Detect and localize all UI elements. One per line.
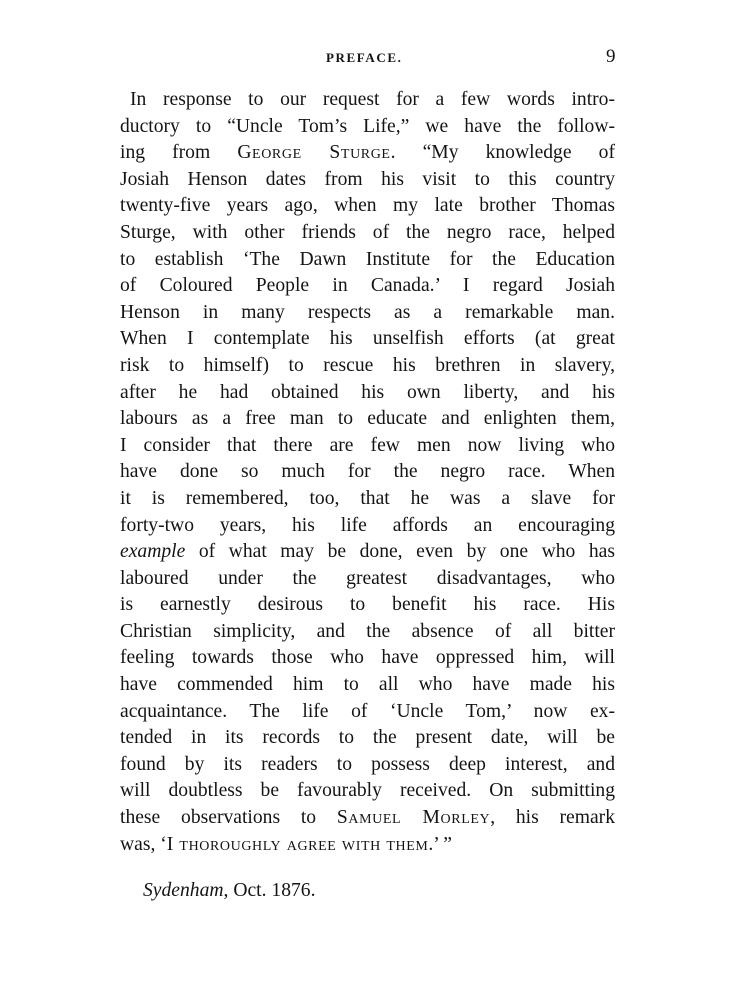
name-george-sturge: George Sturge [237,142,391,164]
text-fragment: of what may be done, even by one who has [185,541,615,563]
text-line: have commended him to all who have made his [120,674,615,696]
text-fragment: . “My knowledge of [390,142,615,164]
text-line: I consider that there are few men now living who [120,434,615,456]
text-line: tended in its records to the present date, will be [120,727,615,749]
text-line [120,140,615,167]
signature-line [143,880,316,902]
text-line: labours as a free man to educate and enlighten them, [120,408,615,430]
text-line: Sturge, with other friends of the negro race, helped [120,221,615,243]
preface-paragraph [120,87,615,858]
text-line: risk to himself) to rescue his brethren in slavery, [120,354,615,376]
text-fragment: ing from [120,142,211,164]
text-line: have done so much for the negro race. When [120,461,615,483]
signature-date: , Oct. 1876. [223,880,316,901]
name-samuel-morley: Samuel Morley [336,807,491,829]
signature-place: Sydenham [143,880,224,901]
text-line [120,805,615,832]
text-line: forty-two years, his life affords an encouraging [120,514,615,536]
text-line: of Coloured People in Canada.’ I regard Josiah [120,275,615,297]
text-line: Josiah Henson dates from his visit to this country [120,168,615,190]
text-line: ductory to “Uncle Tom’s Life,” we have the follow- [120,115,615,137]
running-head: PREFACE. [326,50,403,65]
text-line: after he had obtained his own liberty, and his [120,381,615,403]
text-line: it is remembered, too, that he was a slave for [120,487,615,509]
text-fragment: these observations to [120,807,317,829]
text-line [120,539,615,566]
text-fragment: was, ‘ [120,833,167,855]
text-line: feeling towards those who have oppressed him, will [120,647,615,669]
text-line: Christian simplicity, and the absence of all bitter [120,620,615,642]
text-line [120,832,615,859]
italic-example: example [120,541,186,563]
text-line: will doubtless be favourably received. On submitting [120,780,615,802]
text-line: is earnestly desirous to benefit his race. His [120,594,615,616]
text-line: found by its readers to possess deep interest, and [120,753,615,775]
text-line: twenty-five years ago, when my late brother Thomas [120,195,615,217]
text-line: to establish ‘The Dawn Institute for the Education [120,248,615,270]
page-number: 9 [606,46,616,67]
quoted-reply: I thoroughly agree with them [166,833,429,855]
text-line: Henson in many respects as a remarkable man. [120,301,615,323]
text-line: In response to our request for a few words intro- [130,89,615,110]
text-fragment: , his remark [490,807,615,829]
text-line: laboured under the greatest disadvantages, who [120,567,615,589]
text-line: acquaintance. The life of ‘Uncle Tom,’ now ex- [120,700,615,722]
text-fragment: .’ ” [428,833,452,855]
text-line: When I contemplate his unselfish efforts (at great [120,328,615,350]
